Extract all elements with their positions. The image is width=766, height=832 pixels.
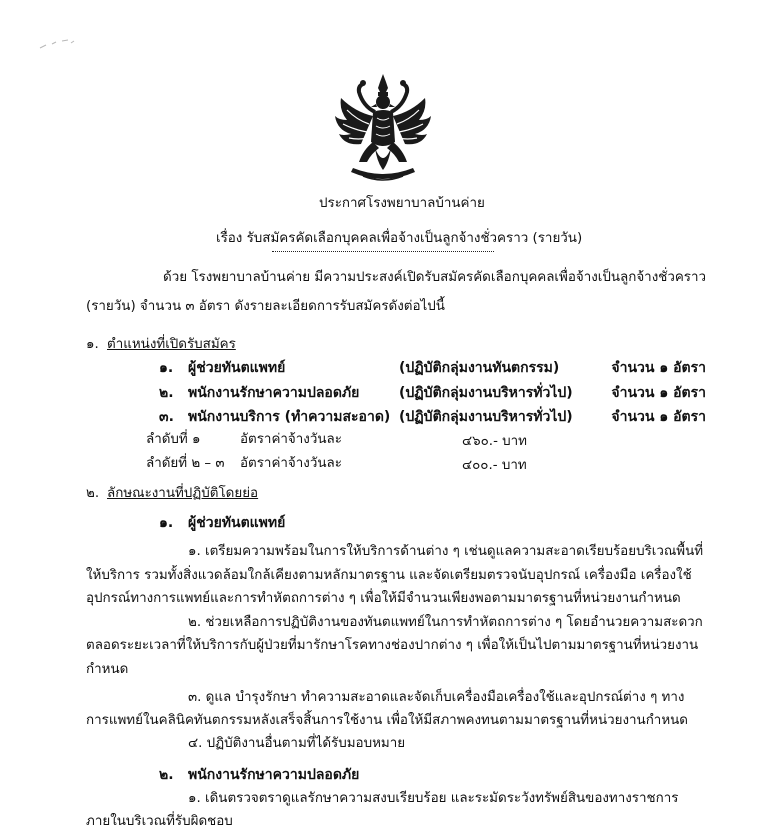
- garuda-emblem-icon: [333, 72, 433, 188]
- duty-line: อุปกรณ์ทางการแพทย์และการทำหัตถการต่าง ๆ เพื่อให้มีจำนวนเพียงพอตามมาตรฐานที่หน่วยงานกำหนด: [86, 591, 681, 606]
- position-title: พนักงานบริการ (ทำความสะอาด): [188, 409, 391, 425]
- duty-line: ตลอดระยะเวลาที่ให้บริการกับผู้ป่วยที่มารักษาโรคทางช่องปากต่าง ๆ เพื่อให้เป็นไปตามมาตรฐานที่หน่วยงาน: [86, 638, 699, 653]
- wage-description: อัตราค่าจ้างวันละ: [240, 432, 342, 447]
- position-title: พนักงานรักษาความปลอดภัย: [188, 385, 360, 401]
- position-number: ๒.: [159, 385, 174, 401]
- duty-line: การแพทย์ในคลินิคทันตกรรมหลังเสร็จสิ้นการใช้งาน เพื่อให้มีสภาพคงทนตามมาตรฐานที่หน่วยงานกำหนด: [86, 713, 688, 728]
- wage-description: อัตราค่าจ้างวันละ: [240, 456, 342, 471]
- duty-line: ๒. ช่วยเหลือการปฏิบัติงานของทันตแพทย์ในการทำหัตถการต่าง ๆ โดยอำนวยความสะดวก: [188, 615, 703, 630]
- duty-line: ๓. ดูแล บำรุงรักษา ทำความสะอาดและจัดเก็บเครื่องมือเครื่องใช้และอุปกรณ์ต่าง ๆ ทาง: [188, 690, 685, 705]
- subsection-number: ๒.: [159, 767, 174, 783]
- duty-line: ๔. ปฏิบัติงานอื่นตามที่ได้รับมอบหมาย: [188, 736, 406, 751]
- subsection-title: พนักงานรักษาความปลอดภัย: [188, 767, 360, 783]
- scan-speck: [38, 38, 78, 52]
- position-number: ๑.: [159, 360, 174, 376]
- duty-line: ภายในบริเวณที่รับผิดชอบ: [86, 814, 233, 829]
- subsection-title: ผู้ช่วยทันตแพทย์: [188, 515, 286, 531]
- position-count: จำนวน ๑ อัตรา: [611, 409, 706, 425]
- position-number: ๓.: [159, 409, 174, 425]
- duty-line: ๑. เตรียมความพร้อมในการให้บริการด้านต่าง ๆ เช่นดูแลความสะอาดเรียบร้อยบริเวณพื้นที่: [188, 544, 704, 559]
- section-2-heading: ลักษณะงานที่ปฏิบัติโดยย่อ: [107, 486, 259, 501]
- intro-line-1: ด้วย โรงพยาบาลบ้านค่าย มีความประสงค์เปิดรับสมัครคัดเลือกบุคคลเพื่อจ้างเป็นลูกจ้างชั่วคราว: [163, 270, 707, 285]
- position-count: จำนวน ๑ อัตรา: [611, 385, 706, 401]
- wage-amount: ๔๖๐.- บาท: [462, 434, 527, 449]
- duty-line: ๑. เดินตรวจตราดูแลรักษาความสงบเรียบร้อย และระมัดระวังทรัพย์สินของทางราชการ: [188, 791, 679, 806]
- position-unit: (ปฏิบัติกลุ่มงานบริหารทั่วไป): [399, 385, 573, 401]
- section-2-number: ๒.: [86, 486, 100, 501]
- position-unit: (ปฏิบัติกลุ่มงานบริหารทั่วไป): [399, 409, 573, 425]
- intro-line-2: (รายวัน) จำนวน ๓ อัตรา ดังรายละเอียดการรับสมัครดังต่อไปนี้: [86, 299, 445, 314]
- subsection-number: ๑.: [159, 515, 174, 531]
- position-unit: (ปฏิบัติกลุ่มงานทันตกรรม): [399, 360, 560, 376]
- wage-label: ลำดับที่ ๑: [146, 432, 201, 447]
- separator-dotted-line: [272, 251, 494, 252]
- duty-line: ให้บริการ รวมทั้งสิ่งแวดล้อมใกล้เคียงตามหลักมาตรฐาน และจัดเตรียมตรวจนับอุปกรณ์ เครื่องมือ เครื่องใช้: [86, 568, 692, 583]
- wage-label: ลำดัยที่ ๒ – ๓: [146, 456, 225, 471]
- announcement-title: ประกาศโรงพยาบาลบ้านค่าย: [319, 196, 485, 211]
- wage-amount: ๔๐๐.- บาท: [462, 458, 527, 473]
- section-1-number: ๑.: [86, 337, 99, 352]
- duty-line: กำหนด: [86, 662, 129, 677]
- section-1-heading: ตำแหน่งที่เปิดรับสมัคร: [107, 337, 236, 352]
- position-title: ผู้ช่วยทันตแพทย์: [188, 360, 286, 376]
- announcement-subject: เรื่อง รับสมัครคัดเลือกบุคคลเพื่อจ้างเป็นลูกจ้างชั่วคราว (รายวัน): [216, 231, 583, 246]
- position-count: จำนวน ๑ อัตรา: [611, 360, 706, 376]
